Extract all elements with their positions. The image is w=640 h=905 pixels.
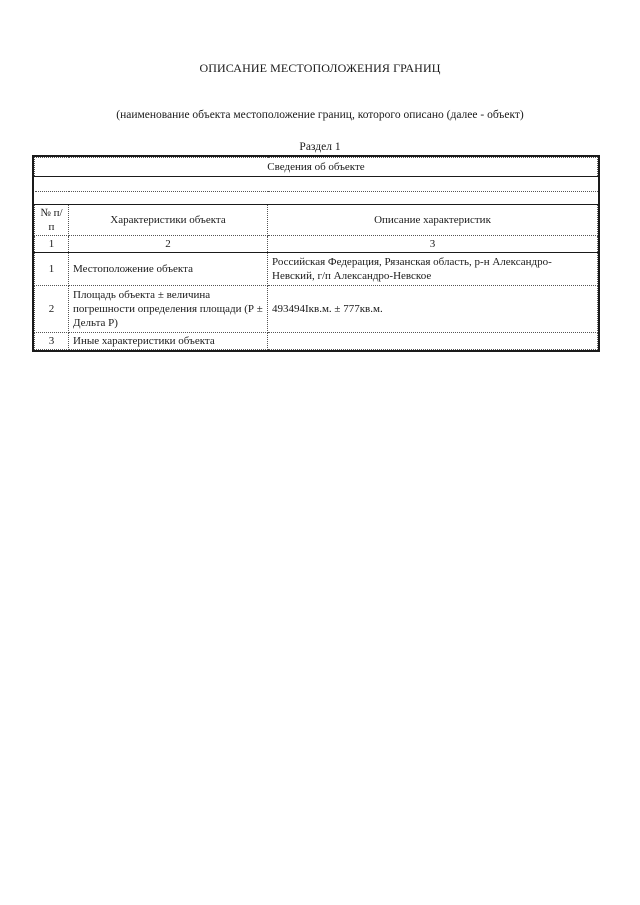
row-description: Российская Федерация, Рязанская область, р-н Александро-Невский, г/п Александро-Невское [268, 253, 598, 286]
table-row [35, 333, 598, 350]
object-info-grid [34, 157, 598, 350]
row-num: 2 [35, 286, 69, 333]
header-description: Описание характеристик [268, 205, 598, 236]
row-characteristic: Местоположение объекта [69, 253, 268, 286]
table-caption: Сведения об объекте [35, 158, 598, 177]
row-characteristic: Иные характеристики объекта [69, 333, 268, 350]
table-row [35, 286, 598, 333]
document-subtitle: (наименование объекта местоположение границ, которого описано (далее - объект) [116, 109, 524, 121]
table-spacer [35, 177, 598, 192]
row-description [268, 333, 598, 350]
column-number-row [35, 236, 598, 253]
object-info-table [32, 155, 600, 352]
row-characteristic: Площадь объекта ± величина погрешности определения площади (Р ± Дельта Р) [69, 286, 268, 333]
table-spacer-row [35, 177, 598, 192]
document-title: ОПИСАНИЕ МЕСТОПОЛОЖЕНИЯ ГРАНИЦ [199, 61, 441, 75]
table-spacer-row-2 [35, 192, 598, 205]
column-number: 3 [268, 236, 598, 253]
row-description: 493494Iкв.м. ± 777кв.м. [268, 286, 598, 333]
column-number: 2 [69, 236, 268, 253]
header-num: № п/п [35, 205, 69, 236]
row-num: 1 [35, 253, 69, 286]
table-row [35, 253, 598, 286]
row-num: 3 [35, 333, 69, 350]
table-spacer-2 [35, 192, 598, 205]
table-caption-row [35, 158, 598, 177]
column-number: 1 [35, 236, 69, 253]
section-label: Раздел 1 [299, 141, 341, 153]
header-characteristic: Характеристики объекта [69, 205, 268, 236]
table-header-row [35, 205, 598, 236]
